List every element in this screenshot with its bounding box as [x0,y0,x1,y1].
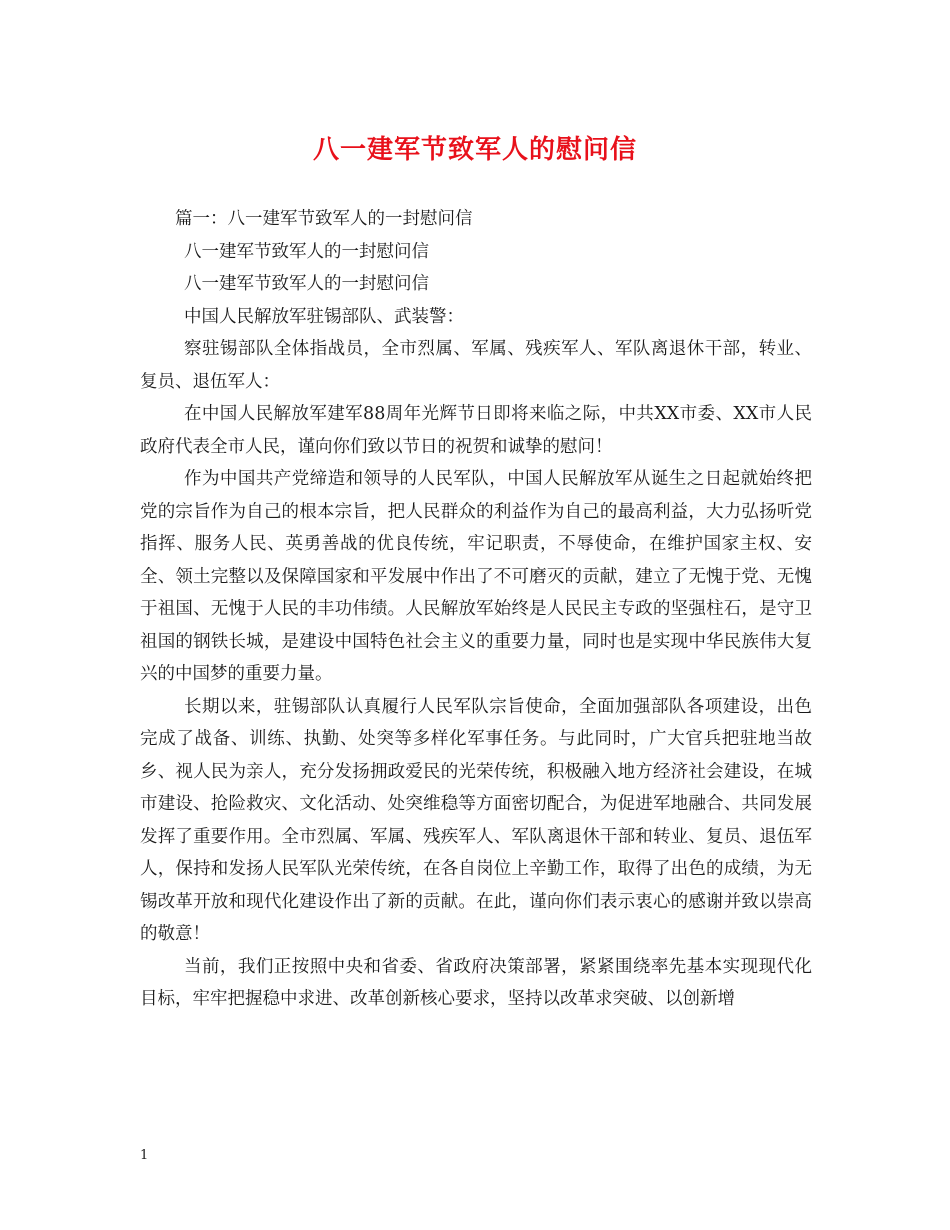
subheading: 八一建军节致军人的一封慰问信 [184,274,429,294]
page-number: 1 [140,1148,149,1163]
body-paragraph: 长期以来，驻锡部队认真履行人民军队宗旨使命，全面加强部队各项建设，出色完成了战备、训练、执勤、处突等多样化军事任务。与此同时，广大官兵把驻地当故乡、视人民为亲人，充分发扬拥政爱民的光荣传统，积极融入地方经济社会建设，在城市建设、抢险救灾、文化活动、处突维稳等方面密切配合，为促进军地融合、共同发展发挥了重要作用。全市烈属、军属、残疾军人、军队离退休干部和转业、复员、退伍军人，保持和发扬人民军队光荣传统，在各自岗位上辛勤工作，取得了出色的成绩，为无锡改革开放和现代化建设作出了新的贡献。在此，谨向你们表示衷心的感谢并致以崇高的敬意！ [140,696,812,944]
document-body [140,203,812,1016]
section-heading: 篇一：八一建军节致军人的一封慰问信 [175,209,473,229]
document-title: 八一建军节致军人的慰问信 [312,135,637,165]
body-paragraph: 作为中国共产党缔造和领导的人民军队，中国人民解放军从诞生之日起就始终把党的宗旨作为自己的根本宗旨，把人民群众的利益作为自己的最高利益，大力弘扬听党指挥、服务人民、英勇善战的优良传统，牢记职责，不辱使命，在维护国家主权、安全、领土完整以及保障国家和平发展中作出了不可磨灭的贡献，建立了无愧于党、无愧于祖国、无愧于人民的丰功伟绩。人民解放军始终是人民民主专政的坚强柱石，是守卫祖国的钢铁长城，是建设中国特色社会主义的重要力量，同时也是实现中华民族伟大复兴的中国梦的重要力量。 [140,469,812,684]
body-paragraph: 当前，我们正按照中央和省委、省政府决策部署，紧紧围绕率先基本实现现代化目标，牢牢把握稳中求进、改革创新核心要求，坚持以改革求突破、以创新增 [140,956,812,1009]
body-paragraph: 在中国人民解放军建军88周年光辉节日即将来临之际，中共XX市委、XX市人民政府代表全市人民，谨向你们致以节日的祝贺和诚挚的慰问！ [140,404,812,457]
salutation-line: 中国人民解放军驻锡部队、武装警： [184,306,464,327]
salutation-continuation: 察驻锡部队全体指战员，全市烈属、军属、残疾军人、军队离退休干部，转业、复员、退伍军人： [140,339,812,392]
subheading: 八一建军节致军人的一封慰问信 [184,241,429,262]
